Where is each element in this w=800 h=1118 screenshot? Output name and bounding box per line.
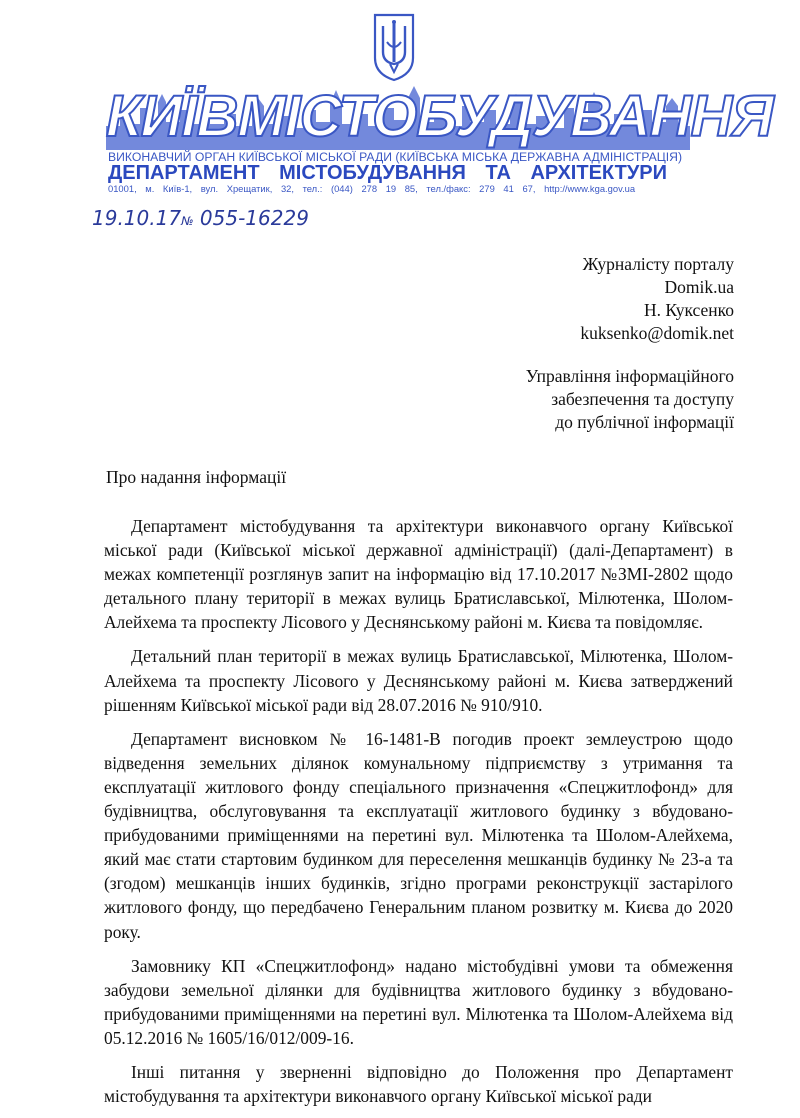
- body-paragraph: Замовнику КП «Спецжитлофонд» надано містобудівні умови та обмеження забудови земельної ділянки для будівництва житлового будинку з вбудовано-прибудованими приміщеннями на перетині вул. Мілютенка та Шолом-Алейхема від 05.12.2016 № 1605/16/012/009-16.: [104, 955, 733, 1048]
- addressee-line: забезпечення та доступу: [551, 389, 734, 409]
- contact-line: 01001, м. Київ-1, вул. Хрещатик, 32, тел.: (044) 278 19 85, тел./факс: 279 41 67, http://www.kga.gov.ua: [108, 183, 636, 194]
- body-paragraph: Детальний план території в межах вулиць Братиславської, Мілютенка, Шолом-Алейхема та проспекту Лісового у Деснянському районі м. Києва затверджений рішенням Київської міської ради від 28.07.2016 № 910/910.: [104, 646, 733, 715]
- addressee-line: Журналісту порталу: [582, 254, 734, 274]
- coat-of-arms-icon: [371, 12, 417, 82]
- addressee-department: [526, 365, 734, 434]
- registration-date: 19.10.17: [92, 206, 182, 230]
- registration-no-mark: №: [181, 214, 194, 228]
- letter-body: [104, 514, 733, 1118]
- letter-subject: Про надання інформації: [106, 467, 287, 487]
- addressee-journalist: [580, 253, 734, 345]
- body-paragraph: Інші питання у зверненні відповідно до Положення про Департамент містобудування та архітектури виконавчого органу Київської міської ради: [104, 1061, 733, 1107]
- addressee-line: до публічної інформації: [555, 412, 734, 432]
- addressee-line: Управління інформаційного: [525, 366, 734, 386]
- brand-title: КИЇВМІСТОБУДУВАННЯ: [106, 84, 773, 149]
- addressee-line: Domik.ua: [664, 277, 734, 297]
- brand-subtitle: ВИКОНАВЧИЙ ОРГАН КИЇВСЬКОЇ МІСЬКОЇ РАДИ (КИЇВСЬКА МІСЬКА ДЕРЖАВНА АДМІНІСТРАЦІЯ): [108, 150, 683, 164]
- department-name: ДЕПАРТАМЕНТ МІСТОБУДУВАННЯ ТА АРХІТЕКТУРИ: [108, 162, 667, 184]
- addressee-email: kuksenko@domik.net: [580, 323, 734, 343]
- body-paragraph: Департамент висновком № 16-1481-В погодив проект землеустрою щодо відведення земельних ділянок комунальному підприємству з утримання та експлуатації житлового фонду спеціального призначення «Спецжитлофонд» для будівництва, обслуговування та експлуатації житлового будинку з вбудовано-прибудованими приміщеннями на перетині вул. Мілютенка та Шолом-Алейхема, який має стати стартовим будинком для переселення мешканців будинку № 23-а та (згодом) мешканців інших будинків, згідно програми реконструкції застарілого житлового фонду, що передбачено Генеральним планом розвитку м. Києва до 2020 року.: [104, 728, 733, 942]
- addressee-line: Н. Куксенко: [643, 300, 734, 320]
- registration-number: [92, 206, 309, 230]
- registration-code: 055-16229: [199, 206, 309, 230]
- body-paragraph: Департамент містобудування та архітектури виконавчого органу Київської міської ради (Київської міської державної адміністрації) (далі-Департамент) в межах компетенції розглянув запит на інформацію від 17.10.2017 №ЗМІ-2802 щодо детального плану території в межах вулиць Братиславської, Мілютенка, Шолом-Алейхема та проспекту Лісового у Деснянському районі м. Києва та повідомляє.: [104, 516, 733, 633]
